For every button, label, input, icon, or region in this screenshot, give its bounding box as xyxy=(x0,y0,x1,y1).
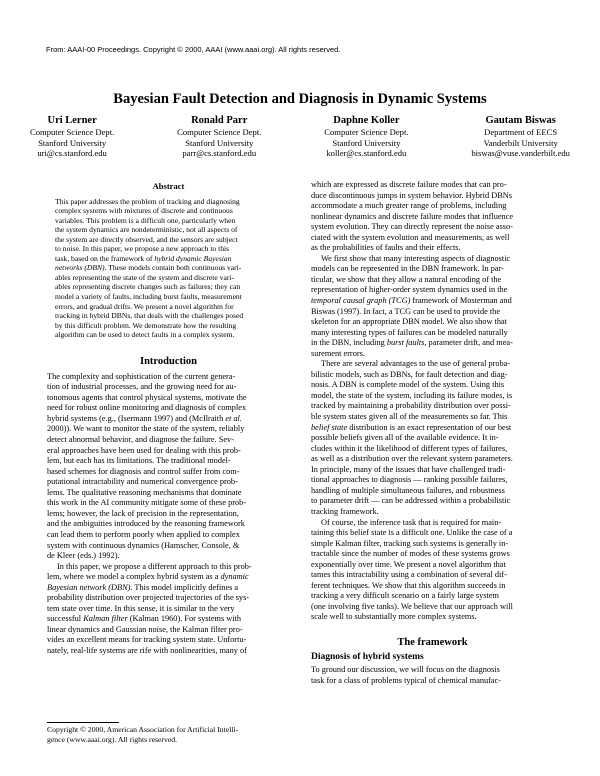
text-line: ciated with the system evolution and measurements, as well xyxy=(311,232,510,242)
text-span: , parameter drift, and mea- xyxy=(424,338,513,348)
emphasis-text: Kalman filter xyxy=(83,614,128,624)
text-line: which are expressed as discrete failure modes that can pro- xyxy=(311,180,507,189)
left-column xyxy=(47,181,290,657)
abstract-line: ables representing the state of the system and discrete vari- xyxy=(55,272,235,282)
right-paragraph-4 xyxy=(311,518,554,623)
author-name: Ronald Parr xyxy=(191,115,248,126)
text-line: (one involving five tanks). We believe that our approach will xyxy=(311,601,513,611)
text-line: tonomous agents that control physical systems, motivate the xyxy=(47,392,247,402)
text-span: successful xyxy=(47,614,84,624)
author-name: Gautam Biswas xyxy=(485,115,556,126)
text-line: probability distribution over projected trajectories of the sys- xyxy=(47,593,250,603)
abstract-line: complex systems with mixtures of discrete and continuous xyxy=(55,206,233,216)
author-org: Stanford University xyxy=(185,137,254,148)
text-line: nosis. A DBN is complete model of the system. Using this xyxy=(311,380,505,390)
text-line: many interesting types of failures can be modeled naturally xyxy=(311,327,508,337)
emphasis-text: Bayesian network (DBN) xyxy=(47,582,131,592)
abstract-heading: Abstract xyxy=(152,181,185,191)
text-line: In this paper, we propose a different approach to this prob- xyxy=(57,561,252,571)
text-line: cludes within it the likelihood of different types of failures, xyxy=(311,443,508,453)
text-line: ticular, we show that they allow a natural encoding of the xyxy=(311,274,502,284)
text-line: tion of industrial processes, and the growing need for au- xyxy=(47,382,237,392)
author-dept: Department of EECS xyxy=(484,127,558,137)
copyright-line: Copyright © 2000, American Association for Artificial Intelli- xyxy=(47,725,239,734)
paper-title: Bayesian Fault Detection and Diagnosis in Dynamic Systems xyxy=(113,91,487,107)
abstract-line: algorithm can be used to detect faults in a complex system. xyxy=(55,330,235,340)
intro-paragraph-2 xyxy=(47,562,290,657)
text-span: . This model implicitly defines a xyxy=(130,582,239,592)
text-line: system evolution. They can directly represent the noise asso- xyxy=(311,222,513,232)
text-span: in the DBN, including xyxy=(311,338,387,348)
text-line: nonlinear dynamics and discrete failure modes that influence xyxy=(311,211,514,221)
text-line: linear dynamics and Gaussian noise, the Kalman filter pro- xyxy=(47,624,243,634)
copyright-line: gence (www.aaai.org). All rights reserved. xyxy=(47,734,177,744)
author-org: Stanford University xyxy=(332,137,401,148)
text-line: and the ambiguities introduced by the reasoning framework xyxy=(47,519,245,529)
text-line: tames this intractability using a combination of several dif- xyxy=(311,570,507,580)
text-line: To ground our discussion, we will focus on the diagnosis xyxy=(311,664,500,674)
abstract-line: the system dynamics are nondeterministic, not all aspects of xyxy=(55,225,238,235)
text-line: detect abnormal behavior, and diagnose the failure. Sev- xyxy=(47,435,234,445)
abstract-line: tracking in hybrid DBNs, that deals with the challenges posed xyxy=(55,311,244,321)
author xyxy=(30,115,114,159)
text-line: simple Kalman filter, tracking such systems is generally in- xyxy=(311,538,509,548)
author-dept: Computer Science Dept. xyxy=(324,127,409,137)
author xyxy=(177,115,261,159)
abstract-emphasis: hybrid dynamic Bayesian xyxy=(154,253,232,263)
text-line: There are several advantages to the use of general proba- xyxy=(321,359,511,369)
text-line: surement errors. xyxy=(311,348,365,358)
text-line: Of course, the inference task that is required for main- xyxy=(321,517,502,527)
text-line: need for robust online monitoring and diagnosis of complex xyxy=(47,403,247,413)
text-line: ble system states given all of the measurements so far. This xyxy=(311,412,508,422)
text-line: tional approaches to diagnosis — ranking possible failures, xyxy=(311,475,508,485)
right-paragraph-1 xyxy=(311,180,554,254)
text-line: skeleton for an appropriate DBN model. We also show that xyxy=(311,317,507,327)
text-line: exponentially over time. We present a novel algorithm that xyxy=(311,559,506,569)
text-line: duce discontinuous jumps in system behavior. Hybrid DBNs xyxy=(311,190,512,200)
text-line: tem state over time. In this sense, it is similar to the very xyxy=(47,603,235,613)
text-line: bilistic models, such as DBNs, for fault detection and diag- xyxy=(311,369,508,379)
text-line: 2000)). We want to monitor the state of the system, reliably xyxy=(47,424,245,434)
author-dept: Computer Science Dept. xyxy=(177,127,262,137)
text-line xyxy=(311,338,554,349)
abstract-line xyxy=(55,254,282,264)
text-line: putational intractability and numerical convergence prob- xyxy=(47,477,238,487)
text-line: nately, real-life systems are rife with nonlinearities, many of xyxy=(47,645,247,655)
text-line: scale well to substantially more complex systems. xyxy=(311,612,477,622)
text-line: system with continuous dynamics (Hamscher, Console, & xyxy=(47,540,240,550)
intro-paragraph-1 xyxy=(47,372,290,562)
author-email: uri@cs.stanford.edu xyxy=(37,148,107,159)
text-span: distribution is an exact representation of our best xyxy=(347,422,512,432)
abstract-text-span: . These models contain both continuous vari- xyxy=(104,263,242,273)
text-line: vides an excellent means for tracking system state. Unfortu- xyxy=(47,635,247,645)
author-email: koller@cs.stanford.edu xyxy=(326,148,407,159)
abstract-line: variables. This problem is a difficult one, particularly when xyxy=(55,215,236,225)
emphasis-text: temporal causal graph (TCG) xyxy=(311,296,411,306)
text-line xyxy=(311,296,554,307)
text-line: this work in the AI community mitigate some of these prob- xyxy=(47,498,247,508)
author-name: Uri Lerner xyxy=(47,115,97,126)
right-column xyxy=(311,180,554,686)
text-span: framework of Mosterman and xyxy=(410,296,512,306)
abstract-line xyxy=(55,263,282,273)
text-line: taining this belief state is a difficult one. Unlike the case of a xyxy=(311,528,513,538)
text-line xyxy=(47,583,290,594)
author-org: Stanford University xyxy=(38,137,107,148)
author-dept: Computer Science Dept. xyxy=(30,127,115,137)
framework-heading: The framework xyxy=(397,636,468,648)
text-line: tracked by maintaining a probability distribution over possi- xyxy=(311,401,511,411)
text-line: to parameter drift — can be addressed within a probabilistic xyxy=(311,496,511,506)
text-line: as well as a distribution over the relevant system parameters. xyxy=(311,454,513,464)
text-line: model, the state of the system, including its failure modes, is xyxy=(311,390,513,400)
author-block xyxy=(30,115,570,159)
text-line: eral approaches have been used for dealing with this prob- xyxy=(47,445,241,455)
copyright-footnote xyxy=(47,725,290,744)
text-line: handling of multiple simultaneous failures, and robustness xyxy=(311,485,505,495)
diagnosis-heading: Diagnosis of hybrid systems xyxy=(311,651,424,662)
emphasis-text: et al. xyxy=(225,413,242,423)
text-line: lem, but each has its limitations. The traditional model- xyxy=(47,456,231,466)
text-line: The complexity and sophistication of the current genera- xyxy=(47,371,236,381)
abstract-line: by this difficult problem. We demonstrate how the resulting xyxy=(55,320,237,330)
right-paragraph-3 xyxy=(311,359,554,517)
abstract-text xyxy=(55,197,282,340)
text-line: Biswas (1997). In fact, a TCG can be used to provide the xyxy=(311,306,501,316)
text-span: lem, where we model a complex hybrid system as a xyxy=(47,572,221,582)
abstract-emphasis: networks (DBN) xyxy=(55,263,105,273)
author-org: Vanderbilt University xyxy=(483,137,558,148)
text-line: as the probabilities of faults and their effects. xyxy=(311,243,461,253)
abstract-line: to noise. In this paper, we propose a new approach to this xyxy=(55,244,230,254)
text-line: In principle, many of the issues that have challenged tradi- xyxy=(311,464,506,474)
text-line: possible beliefs given all of the available evidence. It in- xyxy=(311,433,499,443)
text-line: de Kleer (eds.) 1992). xyxy=(47,551,120,561)
abstract-line: model a variety of faults, including burst faults, measurement xyxy=(55,292,242,302)
text-line: based schemes for diagnosis and control suffer from com- xyxy=(47,466,240,476)
text-span: hybrid systems (e.g., (Isermann 1997) and (McIlraith xyxy=(47,413,226,423)
text-line: accommodate a much greater range of problems, including xyxy=(311,201,507,211)
text-line: task for a class of problems typical of chemical manufac- xyxy=(311,675,502,685)
emphasis-text: belief state xyxy=(311,422,348,432)
right-paragraph-2 xyxy=(311,254,554,359)
author xyxy=(471,115,570,159)
author xyxy=(324,115,408,159)
text-line xyxy=(47,572,290,583)
text-line: can lead them to perform poorly when applied to complex xyxy=(47,529,240,539)
text-line xyxy=(311,423,554,434)
text-line: tracking framework. xyxy=(311,506,379,516)
text-line: tractable since the number of modes of these systems grows xyxy=(311,549,510,559)
text-line: ferent techniques. We show that this algorithm succeeds in xyxy=(311,580,506,590)
intro-heading: Introduction xyxy=(140,355,197,367)
abstract-line: the system are directly observed, and the sensors are subject xyxy=(55,234,238,244)
abstract-text-span: task, based on the framework of xyxy=(55,253,155,263)
author-email: biswas@vuse.vanderbilt.edu xyxy=(471,148,570,159)
text-line: tracking a very difficult scenario on a fairly large system xyxy=(311,591,499,601)
author-name: Daphne Koller xyxy=(333,115,400,126)
text-line xyxy=(47,414,290,425)
emphasis-text: dynamic xyxy=(220,572,249,582)
text-line: We first show that many interesting aspects of diagnostic xyxy=(321,253,511,263)
author-email: parr@cs.stanford.edu xyxy=(182,148,257,159)
text-line: lems. The qualitative reasoning mechanisms that dominate xyxy=(47,487,242,497)
abstract-line: This paper addresses the problem of tracking and diagnosing xyxy=(55,196,240,206)
abstract-line: ables representing discrete changes such as failures; they can xyxy=(55,282,241,292)
emphasis-text: burst faults xyxy=(386,338,425,348)
abstract-line: errors, and gradual drifts. We present a novel algorithm for xyxy=(55,301,234,311)
text-line: models can be represented in the DBN framework. In par- xyxy=(311,264,504,274)
header-note: From: AAAI-00 Proceedings. Copyright © 2000, AAAI (www.aaai.org). All rights reserved. xyxy=(46,45,341,54)
text-line: representation of higher-order system dynamics used in the xyxy=(311,285,508,295)
right-paragraph-5 xyxy=(311,665,554,686)
footnote-divider xyxy=(47,722,119,723)
text-line xyxy=(47,614,290,625)
text-span: (Kalman 1960). For systems with xyxy=(127,614,242,624)
text-line: lems; however, the lack of precision in the representation, xyxy=(47,508,239,518)
